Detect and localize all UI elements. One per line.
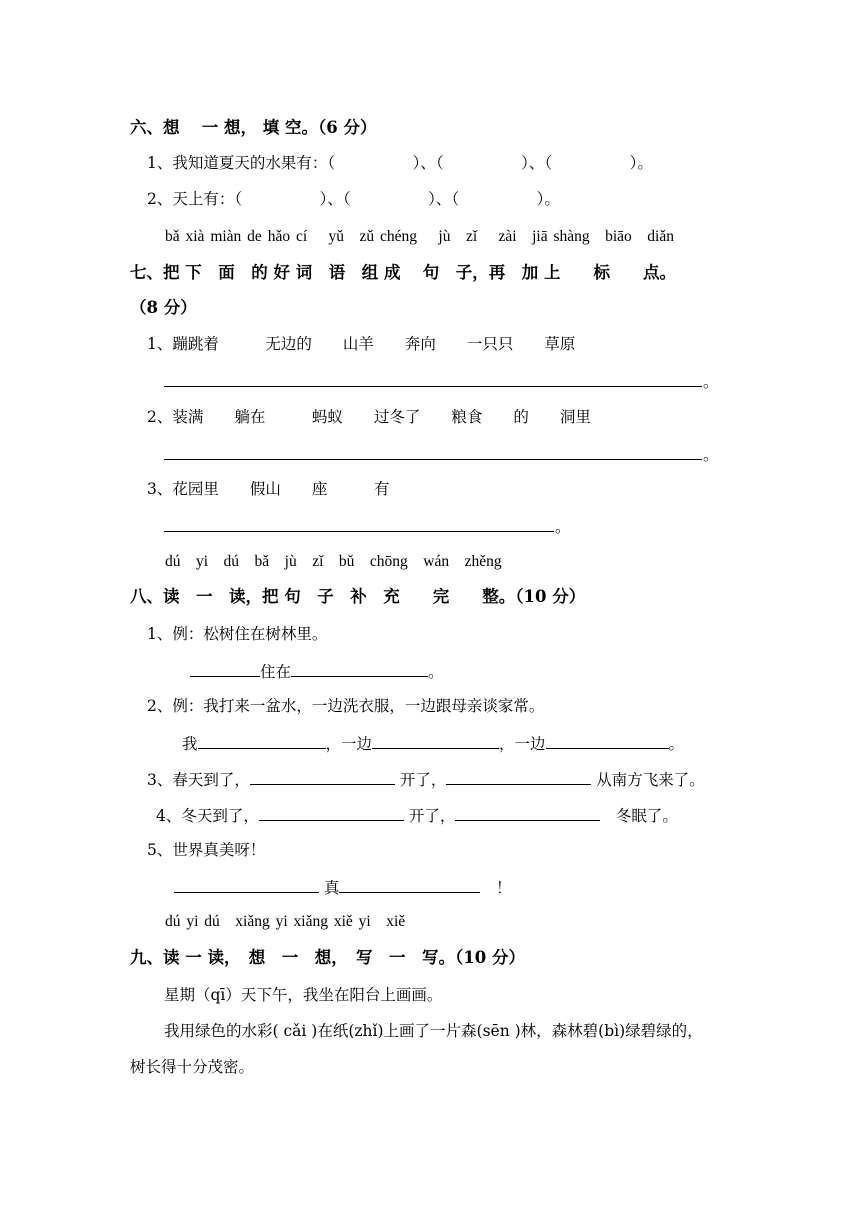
s8-q4 <box>156 804 678 826</box>
s8-q3-blank-1[interactable] <box>250 768 395 785</box>
s8-q1-blank-2[interactable] <box>291 660 428 677</box>
s8-q4-end: 冬眠了。 <box>615 807 678 825</box>
s8-q1-end: 。 <box>428 663 444 681</box>
section-9-heading: 九、读 一 读， 想 一 想， 写 一 写。（10 分） <box>130 948 525 967</box>
s8-pinyin: dú yi dú bǎ jù zǐ bǔ chōng wán zhěng <box>165 553 502 570</box>
s8-q2-mid-2: ，一边 <box>499 735 546 753</box>
s9-paragraph-1: 星期（qī）天下午，我坐在阳台上画画。 <box>164 986 443 1004</box>
s8-q4-mid: 开了， <box>408 807 456 825</box>
s7-q2-words: 2、装满 躺在 蚂蚁 过冬了 粮食 的 洞里 <box>147 408 591 426</box>
s8-q2-fill <box>182 732 684 754</box>
section-6-heading: 六、想 一 想， 填 空。（6 分） <box>130 118 377 137</box>
s8-q3-blank-2[interactable] <box>446 768 591 785</box>
s7-pinyin: bǎ xià miàn de hǎo cí yǔ zǔ chéng jù zǐ zài jiā shàng biāo diǎn <box>165 228 674 245</box>
s8-q5-blank-2[interactable] <box>339 876 480 893</box>
s9-paragraph-2: 我用绿色的水彩( cǎi )在纸(zhǐ)上画了一片森(sēn )林，森林碧(bì)绿碧绿的， <box>164 1022 703 1040</box>
s8-q4-blank-2[interactable] <box>455 804 600 821</box>
s8-q2-blank-3[interactable] <box>546 732 669 749</box>
s8-q2-blank-2[interactable] <box>372 732 499 749</box>
s8-q1-blank-1[interactable] <box>190 660 260 677</box>
s9-paragraph-3: 树长得十分茂密。 <box>130 1058 255 1076</box>
s6-question-1: 1、我知道夏天的水果有：（ ）、（ ）、（ ）。 <box>147 154 653 172</box>
s8-q1-fill <box>190 660 444 682</box>
s8-q3 <box>147 768 705 790</box>
s8-q5-fill <box>174 876 511 898</box>
s7-q1-period: 。 <box>703 373 719 391</box>
s9-pinyin: dú yi dú xiǎng yi xiǎng xiě yi xiě <box>165 913 406 930</box>
s8-q2-start: 我 <box>182 735 198 753</box>
s7-q3-answer-line[interactable] <box>164 531 554 532</box>
s8-q2-blank-1[interactable] <box>198 732 326 749</box>
s8-q1-example: 1、例：松树住在树林里。 <box>147 625 328 643</box>
s7-q2-period: 。 <box>703 446 719 464</box>
s8-q4-start: 4、冬天到了， <box>156 807 259 825</box>
section-7-heading-cont: （8 分） <box>130 298 197 317</box>
s7-q3-words: 3、花园里 假山 座 有 <box>147 480 390 498</box>
s8-q2-example: 2、例：我打来一盆水，一边洗衣服，一边跟母亲谈家常。 <box>147 697 545 715</box>
s8-q5-blank-1[interactable] <box>174 876 319 893</box>
s8-q3-start: 3、春天到了， <box>147 771 250 789</box>
s7-q1-words: 1、蹦跳着 无边的 山羊 奔向 一只只 草原 <box>147 335 576 353</box>
s8-q2-mid-1: ，一边 <box>325 735 373 753</box>
s7-q3-period: 。 <box>555 518 571 536</box>
s8-q5: 5、世界真美呀！ <box>147 841 266 859</box>
s8-q1-mid: 住在 <box>260 663 292 681</box>
s8-q5-end: ！ <box>495 879 512 897</box>
s8-q3-mid: 开了， <box>399 771 447 789</box>
s8-q4-blank-1[interactable] <box>259 804 404 821</box>
s7-q2-answer-line[interactable] <box>164 459 702 460</box>
s8-q2-end: 。 <box>668 735 685 753</box>
section-8-heading: 八、读 一 读，把 句 子 补 充 完 整。（10 分） <box>130 587 586 606</box>
s8-q5-mid: 真 <box>323 879 340 897</box>
section-7-heading: 七、把 下 面 的 好 词 语 组 成 句 子，再 加 上 标 点。 <box>130 263 676 282</box>
s8-q3-end: 从南方飞来了。 <box>596 771 705 789</box>
s6-question-2: 2、天上有：（ ）、（ ）、（ ）。 <box>147 190 560 208</box>
s7-q1-answer-line[interactable] <box>164 386 702 387</box>
